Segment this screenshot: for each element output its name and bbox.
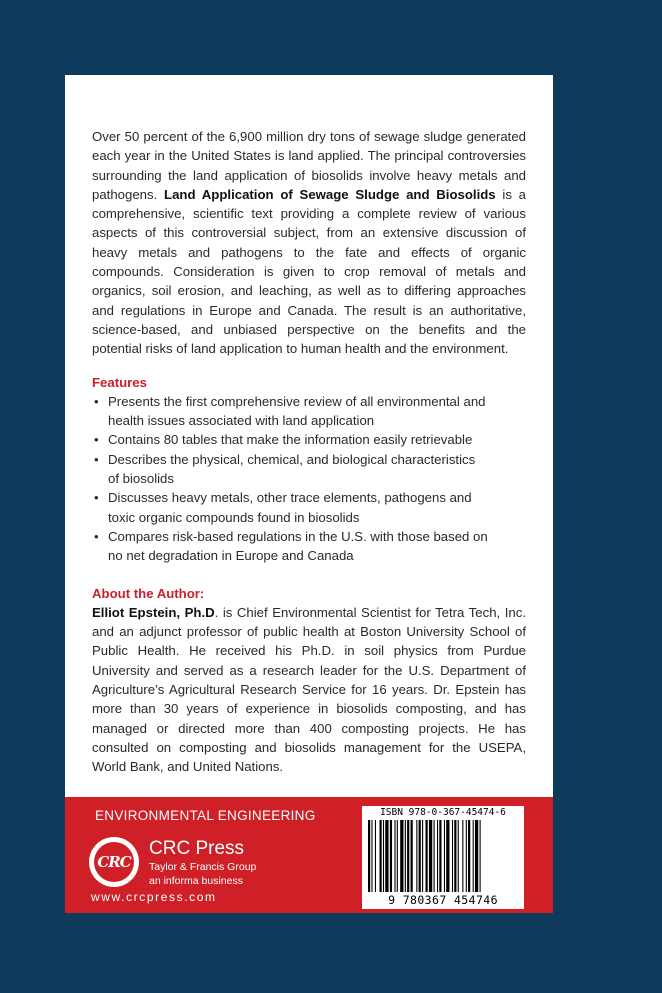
features-heading: Features [92,374,147,390]
publisher-business: an informa business [149,875,243,887]
intro-text-start: Over 50 percent of the 6,900 million dry tons of sewage sludge generated each year in the United States is land applied. The principal controversies surrounding the land application of biosolids involve heavy metals and pathogens. [92,129,526,202]
feature-item [92,527,488,566]
barcode-icon [366,820,520,892]
subject-category: ENVIRONMENTAL ENGINEERING [95,808,316,823]
author-name: Elliot Epstein, Ph.D [92,604,215,620]
barcode-bar [416,820,417,892]
crc-logo-text: CRC [94,842,134,882]
barcode-digits: 9 780367 454746 [388,893,498,907]
barcode-bar [466,820,467,892]
feature-text: Discusses heavy metals, other trace elements, pathogens and toxic organic compounds found in biosolids [108,490,472,525]
back-cover-panel [65,75,553,797]
feature-text: Compares risk-based regulations in the U.S. with those based on no net degradation in Europe and Canada [108,528,488,564]
barcode-bar [475,820,478,892]
barcode-bar [454,820,456,892]
bullet-icon: • [94,451,99,467]
barcode-bar [375,820,376,892]
barcode-bar [419,820,421,892]
publisher-band [65,797,553,913]
barcode-bar [458,820,459,892]
barcode-bar [380,820,382,892]
about-author-heading: About the Author: [92,585,205,601]
intro-paragraph [92,127,526,359]
bullet-icon: • [94,528,99,544]
barcode-bar [422,820,423,892]
barcode-bar [452,820,453,892]
feature-item [92,488,488,527]
barcode-bar [368,820,370,892]
barcode-bar [397,820,398,892]
barcode-bar [426,820,428,892]
barcode-bar [385,820,388,892]
intro-text-end: is a comprehensive, scientific text providing a complete review of various aspects of this controversial subject, from an extensive discussion of heavy metals and pathogens to the fate and effects of organic compounds. Consideration is given to crop removal of metals and organics, soil erosion, and leaching, as well as to differing approaches and regulations in Europe and Canada. The result is an authoritative, science-based, and unbiased perspective on the benefits and the potential risks of land application to human health and the environment. [92,186,526,357]
barcode-bar [400,820,403,892]
barcode-bar [439,820,441,892]
barcode-bar [446,820,449,892]
features-list [92,392,526,566]
about-author-paragraph [92,603,526,777]
barcode-bar [434,820,435,892]
publisher-name: CRC Press [149,838,245,859]
feature-text: Describes the physical, chemical, and biological characteristics of biosolids [108,451,476,487]
barcode-bar [405,820,406,892]
barcode-bar [444,820,445,892]
back-cover-text [92,127,526,777]
feature-item [92,450,488,489]
barcode-bar [411,820,413,892]
barcode-bar [429,820,432,892]
barcode-bar [383,820,384,892]
barcode-bar [462,820,463,892]
feature-item [92,430,488,449]
book-title-inline: Land Application of Sewage Sludge and Biosolids [164,186,496,202]
bullet-icon: • [94,490,99,506]
barcode-bar [473,820,474,892]
barcode-bar [394,820,395,892]
bullet-icon: • [94,393,99,409]
barcode-bar [480,820,481,892]
isbn-label: ISBN 978-0-367-45474-6 [380,807,506,818]
author-bio: . is Chief Environmental Scientist for Tetra Tech, Inc. and an adjunct professor of public health at Boston University School of Public Health. He received his Ph.D. in soil physics from Purdue University and served as a research leader for the U.S. Department of Agriculture’s Agricultural Research Service for 16 years. Dr. Epstein has more than 30 years of experience in biosolids composting, and has managed or directed more than 400 composting projects. He has consulted on composting and biosolids management for the USEPA, World Bank, and United Nations. [92,604,526,775]
barcode-bar [437,820,438,892]
crc-logo-icon [89,837,139,887]
feature-text: Contains 80 tables that make the information easily retrievable [108,432,473,448]
isbn-barcode [362,806,524,909]
feature-item [92,392,488,431]
barcode-bar [468,820,470,892]
feature-text: Presents the first comprehensive review of all environmental and health issues associated with land application [108,393,486,429]
bullet-icon: • [94,432,99,448]
publisher-group: Taylor & Francis Group [149,861,257,873]
barcode-bar [390,820,392,892]
barcode-bar [371,820,372,892]
publisher-url: www.crcpress.com [91,890,217,904]
barcode-bar [407,820,409,892]
